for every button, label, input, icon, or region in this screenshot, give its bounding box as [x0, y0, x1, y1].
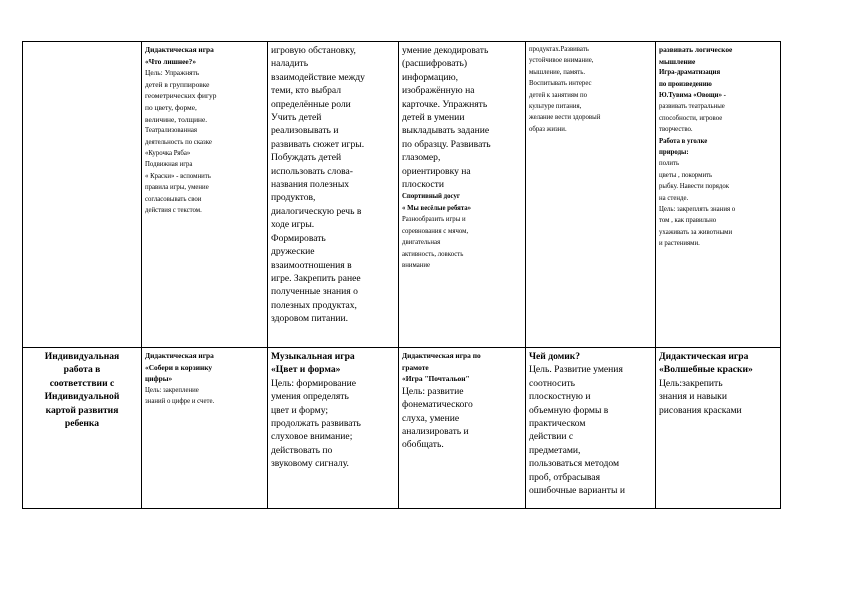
cell-paragraph: игровую обстановку, наладить взаимодействие между теми, кто выбрал определённые роли Учить детей реализовывать и развивать сюжет игры. Побуждать детей использовать слова- названия полезных продуктов, диалогическую речь в ходе игры. Формировать дружеские взаимоотношения в игре. Закрепить ранее полученные знания о полезных продуктах, здоровом питании. — [271, 45, 365, 325]
row1-col3 — [399, 42, 526, 348]
cell-paragraph: Цель: закрепление знаний о цифре и счете. — [145, 386, 215, 406]
cell-paragraph: Цель: Упражнять детей в группировке геометрических фигур по цвету, форме, величине, толщине. — [145, 68, 217, 124]
row2-col1 — [142, 348, 268, 509]
cell-paragraph: Цель. Развитие умения соотносить плоскостную и объемную формы в практическом действии с предметами, пользоваться методом проб, отбрасывая ошибочные варианты и — [529, 364, 625, 497]
cell-paragraph: Музыкальная игра «Цвет и форма» — [271, 351, 355, 376]
cell-paragraph: Работа в уголке природы: — [659, 137, 708, 157]
cell-paragraph: Дидактическая игра «Волшебные краски» — [659, 351, 753, 376]
cell-paragraph: Индивидуальная работа в соответствии с Индивидуальной картой развития ребенка — [44, 351, 120, 430]
table-row — [23, 42, 781, 348]
cell-paragraph: развивать театральные способности, игровое творчество. — [659, 103, 725, 134]
cell-paragraph: Дидактическая игра «Собери в корзинку цифры» — [145, 351, 214, 384]
row1-col5 — [656, 42, 781, 348]
cell-paragraph: Дидактическая игра по грамоте «Игра "Почтальон" — [402, 351, 481, 384]
cell-paragraph: Игра-драматизация по произведению Ю.Тувима «Овощи» - — [659, 69, 726, 99]
cell-paragraph: продуктах.Развивать устойчивое внимание, мышление, память. Воспитывать интерес детей к занятиям по культуре питания, желание вести здоровый образ жизни. — [529, 46, 601, 133]
row1-col0 — [23, 42, 142, 348]
table-row — [23, 348, 781, 509]
row2-col4 — [526, 348, 656, 509]
row2-col0-individual-work-label — [23, 348, 142, 509]
lesson-plan-table — [22, 41, 781, 509]
cell-paragraph: развивать логическое мышление — [659, 45, 733, 66]
row1-col4 — [526, 42, 656, 348]
cell-paragraph: умение декодировать (расшифровать) информацию, изображённую на карточке. Упражнять детей в умении выкладывать задание по образцу. Развивать глазомер, ориентировку на плоскости — [402, 45, 491, 191]
cell-paragraph: Цель: развитие фонематического слуха, умение анализировать и обобщать. — [402, 385, 473, 451]
cell-paragraph: Чей домик? — [529, 351, 581, 362]
row2-col3 — [399, 348, 526, 509]
cell-paragraph: Спортивный досуг « Мы весёлые ребята» — [402, 193, 472, 212]
cell-paragraph: полить цветы , покормить рыбку. Навести порядок на стенде. Цель: закреплять знания о том , как правильно ухаживать за животными и растениями. — [659, 160, 736, 248]
cell-paragraph: Театрализованная деятельность по сказке «Курочка Ряба» Подвижная игра « Краски» - вспомнить правила игры, умение согласовывать свои действия с текстом. — [145, 127, 212, 214]
row2-col5 — [656, 348, 781, 509]
row1-col2 — [268, 42, 399, 348]
cell-paragraph: Цель:закрепить знания и навыки рисования красками — [659, 377, 742, 416]
cell-paragraph: Разнообразить игры и соревнования с мячом, двигательная активность, ловкость внимание — [402, 216, 469, 269]
row1-col1 — [142, 42, 268, 348]
cell-paragraph: Дидактическая игра «Что лишнее?» — [145, 45, 214, 66]
row2-col2 — [268, 348, 399, 509]
cell-paragraph: Цель: формирование умения определять цвет и форму; продолжать развивать слуховое внимание; действовать по звуковому сигналу. — [271, 377, 361, 470]
